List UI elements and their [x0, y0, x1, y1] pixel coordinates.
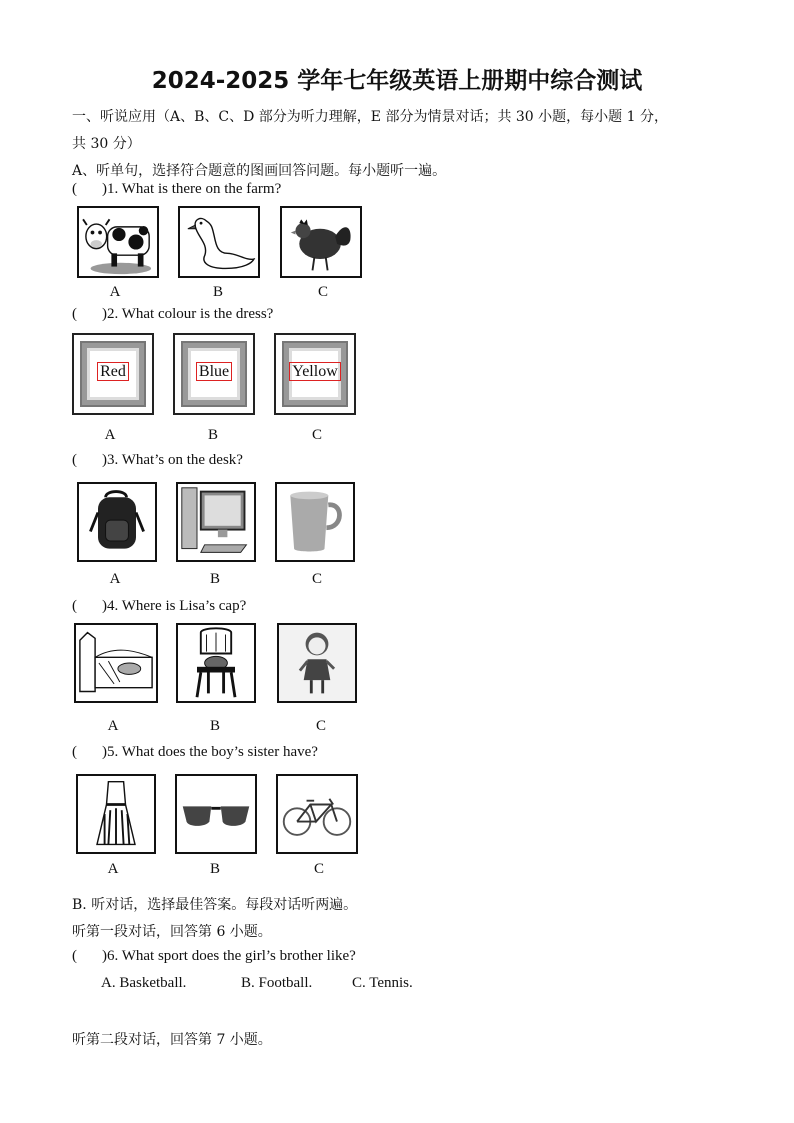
- option-label: A: [109, 284, 121, 300]
- option-image[interactable]: [173, 333, 255, 415]
- option-image[interactable]: [77, 482, 157, 562]
- option-image[interactable]: [280, 206, 362, 278]
- cow-icon: [79, 208, 157, 276]
- glasses-icon: [177, 776, 255, 852]
- question-text: )1. What is there on the farm?: [102, 181, 282, 197]
- color-word: Red: [74, 361, 152, 381]
- option-label: C: [311, 427, 322, 443]
- option-label: A: [107, 861, 119, 877]
- option-image[interactable]: [176, 623, 256, 703]
- question-6: [72, 948, 356, 965]
- option-image[interactable]: [274, 333, 356, 415]
- color-word: Blue: [175, 361, 253, 381]
- option-label: A: [104, 427, 116, 443]
- option-label: B: [207, 427, 218, 443]
- option-label: C: [311, 571, 322, 587]
- question-5: [72, 744, 318, 761]
- option-image[interactable]: [74, 623, 158, 703]
- option-b[interactable]: B. Football.: [241, 975, 313, 991]
- part-a-instruction: A、听单句，选择符合题意的图画回答问题。每小题听一遍。: [72, 163, 447, 179]
- option-image[interactable]: [178, 206, 260, 278]
- question-text: )4. Where is Lisa’s cap?: [102, 598, 247, 614]
- answer-paren[interactable]: (: [72, 744, 77, 760]
- option-label: C: [317, 284, 328, 300]
- dress-icon: [78, 776, 154, 852]
- goose-icon: [180, 208, 258, 276]
- hen-icon: [282, 208, 360, 276]
- question-text: )3. What’s on the desk?: [102, 452, 243, 468]
- option-label: B: [212, 284, 223, 300]
- question-text: )5. What does the boy’s sister have?: [102, 744, 318, 760]
- color-word: Yellow: [276, 361, 354, 381]
- question-text: )6. What sport does the girl’s brother like?: [102, 948, 356, 964]
- section-heading-line1: 一、听说应用（A、B、C、D 部分为听力理解，E 部分为情景对话；共 30 小题，每小题 1 分，: [72, 109, 668, 125]
- answer-paren[interactable]: (: [72, 598, 77, 614]
- dialog-2-instruction: 听第二段对话，回答第 7 小题。: [72, 1032, 272, 1048]
- option-label: B: [209, 861, 220, 877]
- backpack-icon: [79, 484, 155, 560]
- dialog-1-instruction: 听第一段对话，回答第 6 小题。: [72, 924, 272, 940]
- option-image[interactable]: [277, 623, 357, 703]
- answer-paren[interactable]: (: [72, 181, 77, 197]
- question-text: )2. What colour is the dress?: [102, 306, 274, 322]
- option-image[interactable]: [176, 482, 256, 562]
- option-image[interactable]: [175, 774, 257, 854]
- girl-icon: [279, 625, 355, 701]
- option-image[interactable]: [276, 774, 358, 854]
- option-label: B: [209, 718, 220, 734]
- section-heading-line2: 共 30 分）: [72, 136, 141, 152]
- option-image[interactable]: [275, 482, 355, 562]
- bed-icon: [76, 625, 156, 701]
- option-image[interactable]: [72, 333, 154, 415]
- question-2: [72, 306, 273, 323]
- option-label: A: [109, 571, 121, 587]
- answer-paren[interactable]: (: [72, 306, 77, 322]
- answer-paren[interactable]: (: [72, 452, 77, 468]
- option-image[interactable]: [77, 206, 159, 278]
- question-4: [72, 598, 246, 615]
- option-c[interactable]: C. Tennis.: [352, 975, 413, 991]
- computer-icon: [178, 484, 254, 560]
- option-label: C: [313, 861, 324, 877]
- part-b-instruction: B. 听对话，选择最佳答案。每段对话听两遍。: [72, 897, 358, 913]
- question-1: [72, 181, 281, 198]
- page-title: 2024-2025 学年七年级英语上册期中综合测试: [151, 68, 643, 94]
- option-a[interactable]: A. Basketball.: [101, 975, 187, 991]
- cup-icon: [277, 484, 353, 560]
- option-label: C: [315, 718, 326, 734]
- bicycle-icon: [278, 776, 356, 852]
- option-image[interactable]: [76, 774, 156, 854]
- chair-icon: [178, 625, 254, 701]
- option-label: B: [209, 571, 220, 587]
- option-label: A: [107, 718, 119, 734]
- answer-paren[interactable]: (: [72, 948, 77, 964]
- question-3: [72, 452, 243, 469]
